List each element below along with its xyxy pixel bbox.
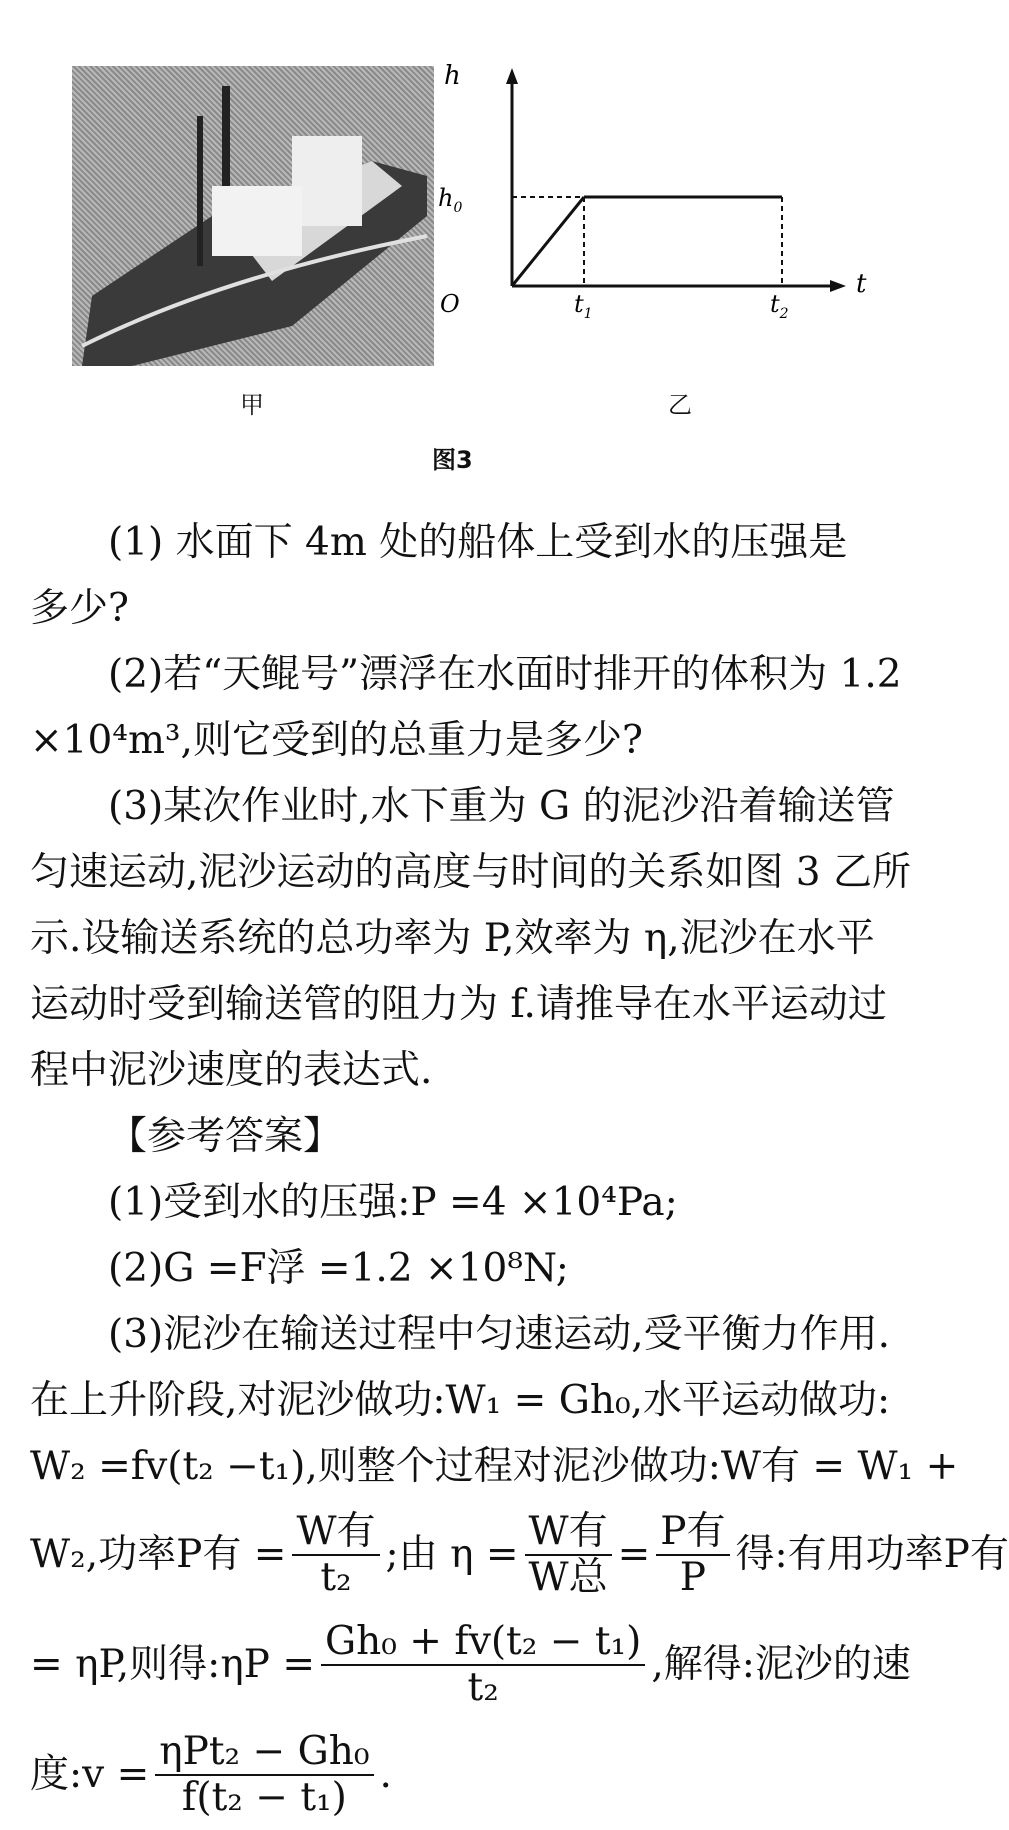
problem-text [30,510,1009,1830]
ship-image [72,66,434,366]
velocity-text: 度:v = [30,1752,150,1797]
useful-power-text: 得:有用功率P有 [735,1532,1009,1577]
power-text: W₂,功率P有 = [30,1532,287,1577]
answer-3-line-6 [30,1720,920,1830]
fraction-velocity: $\frac{\text{ηPt₂ − Gh₀}}{\text{f(t₂ − t₁)}}$ [155,1730,373,1820]
answer-2: (2)G =F浮 =1.2 ×10⁸N; [108,1246,569,1291]
q1-line-1: (1) 水面下 4m 处的船体上受到水的压强是 [108,520,848,565]
x-axis-arrow [830,280,846,292]
figure-3 [0,0,936,480]
answer-heading: 【参考答案】 [108,1114,343,1159]
y-axis-arrow [506,68,518,84]
q3-line-4: 运动时受到输送管的阻力为 f.请推导在水平运动过 [30,982,887,1027]
t1-label: $t_1$ [574,290,593,322]
answer-1: (1)受到水的压强:P =4 ×10⁴Pa; [108,1180,678,1225]
chart-label: 乙 [668,391,692,419]
q1-line-2: 多少? [30,586,129,631]
q3-line-1: (3)某次作业时,水下重为 G 的泥沙沿着输送管 [108,784,895,829]
fraction-power-ratio: $\frac{\text{P有}}{P}$ [656,1510,729,1600]
ship-photo [72,66,434,366]
q3-line-2: 匀速运动,泥沙运动的高度与时间的关系如图 3 乙所 [30,850,912,895]
equals-sign: = [617,1532,651,1577]
q3-line-3: 示.设输送系统的总功率为 P,效率为 η,泥沙在水平 [30,916,875,961]
q3-line-5: 程中泥沙速度的表达式. [30,1048,433,1093]
answer-3-line-2: 在上升阶段,对泥沙做功:W₁ = Gh₀,水平运动做功: [30,1378,891,1423]
answer-3-line-5 [30,1610,920,1720]
x-axis-label: t [856,269,867,299]
t2-label: $t_2$ [770,290,789,322]
period: . [379,1752,392,1797]
q2-line-2: ×10⁴m³,则它受到的总重力是多少? [30,718,643,763]
fraction-power: $\frac{\text{W有}}{\text{t₂}}$ [292,1510,379,1600]
answer-3-line-3: W₂ =fv(t₂ −t₁),则整个过程对泥沙做功:W有 = W₁ + [30,1444,959,1489]
height-time-chart [438,60,890,360]
y-axis-label: h [444,61,461,91]
rise-segment [512,197,584,286]
answer-3-line-1: (3)泥沙在输送过程中匀速运动,受平衡力作用. [108,1312,891,1357]
answer-3-line-4 [30,1500,1009,1610]
fraction-total-work: $\frac{\text{Gh₀ + fv(t₂ − t₁)}}{\text{t₂}}$ [321,1620,645,1710]
solve-text: ,解得:泥沙的速 [651,1642,911,1687]
photo-label: 甲 [240,391,264,419]
origin-label: O [440,290,460,318]
q2-line-1: (2)若“天鲲号”漂浮在水面时排开的体积为 1.2 [108,652,902,697]
efficiency-text: ;由 η = [385,1532,519,1577]
eta-p-text: = ηP,则得:ηP = [30,1642,315,1687]
h0-label: $h_0$ [438,184,463,216]
figure-caption: 图3 [432,446,473,474]
fraction-work-ratio: $\frac{\text{W有}}{\text{W总}}$ [525,1510,612,1600]
